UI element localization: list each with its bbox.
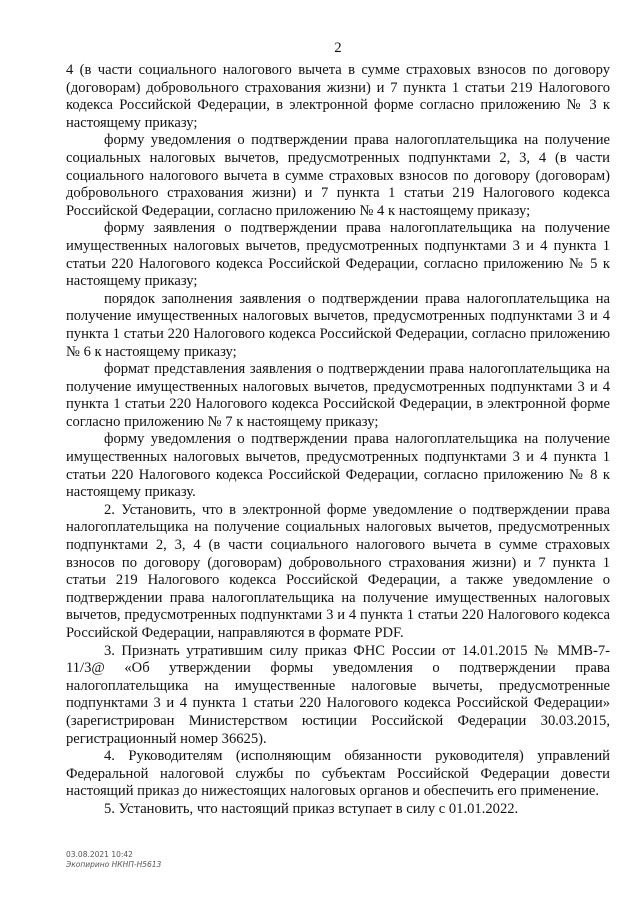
paragraph-item-3: 3. Признать утратившим силу приказ ФНС России от 14.01.2015 № ММВ-7-11/3@ «Об утверждении формы уведомления о подтверждении права налогоплательщика на имущественные налоговые вычеты, предусмотренные подпунктами 3 и 4 пункта 1 статьи 220 Налогового кодекса Российской Федерации» (зарегистрирован Министерством юстиции Российской Федерации 30.03.2015, регистрационный номер 36625). [66, 642, 610, 747]
paragraph-item-4: 4. Руководителям (исполняющим обязанности руководителя) управлений Федеральной налоговой службы по субъектам Российской Федерации довести настоящий приказ до нижестоящих налоговых органов и обеспечить его применение. [66, 748, 610, 800]
paragraph: форму заявления о подтверждении права налогоплательщика на получение имущественных налоговых вычетов, предусмотренных подпунктами 3 и 4 пункта 1 статьи 220 Налогового кодекса Российской Федерации, согласно приложению № 5 к настоящему приказу; [66, 220, 610, 290]
paragraph: формат представления заявления о подтверждении права налогоплательщика на получение имущественных налоговых вычетов, предусмотренных подпунктами 3 и 4 пункта 1 статьи 220 Налогового кодекса Российской Федерации, в электронной форме согласно приложению № 7 к настоящему приказу; [66, 361, 610, 430]
footer-signature: Экопирино НКНП-Н5613 [66, 860, 162, 869]
paragraph: форму уведомления о подтверждении права налогоплательщика на получение социальных налоговых вычетов, предусмотренных подпунктами 2, 3, 4 (в части социального налогового вычета в сумме страховых взносов по договору (договорам) добровольного страхования жизни) и 7 пункта 1 статьи 219 Налогового кодекса Российской Федерации, согласно приложению № 4 к настоящему приказу; [66, 132, 610, 219]
page-number: 2 [334, 40, 342, 56]
paragraph-item-5: 5. Установить, что настоящий приказ вступает в силу с 01.01.2022. [104, 800, 519, 817]
paragraph: форму уведомления о подтверждении права налогоплательщика на получение имущественных налоговых вычетов, предусмотренных подпунктами 3 и 4 пункта 1 статьи 220 Налогового кодекса Российской Федерации, согласно приложению № 8 к настоящему приказу. [66, 431, 610, 501]
footer-date: 03.08.2021 10:42 [66, 850, 133, 859]
document-body [66, 62, 610, 819]
document-footer [66, 850, 161, 870]
paragraph: порядок заполнения заявления о подтверждении права налогоплательщика на получение имущественных налоговых вычетов, предусмотренных подпунктами 3 и 4 пункта 1 статьи 220 Налогового кодекса Российской Федерации, согласно приложению № 6 к настоящему приказу; [66, 290, 610, 360]
paragraph-item-2: 2. Установить, что в электронной форме уведомление о подтверждении права налогоплательщика на получение социальных налоговых вычетов, предусмотренных подпунктами 2, 3, 4 (в части социального налогового вычета в сумме страховых взносов по договору (договорам) добровольного страхования жизни) и 7 пункта 1 статьи 219 Налогового кодекса Российской Федерации, а также уведомление о подтверждении права налогоплательщика на получение имущественных налоговых вычетов, предусмотренных подпунктами 3 и 4 пункта 1 статьи 220 Налогового кодекса Российской Федерации, направляются в формате PDF. [66, 501, 610, 641]
paragraph: 4 (в части социального налогового вычета в сумме страховых взносов по договору (договорам) добровольного страхования жизни) и 7 пункта 1 статьи 219 Налогового кодекса Российской Федерации, в электронной форме согласно приложению № 3 к настоящему приказу; [66, 62, 610, 131]
